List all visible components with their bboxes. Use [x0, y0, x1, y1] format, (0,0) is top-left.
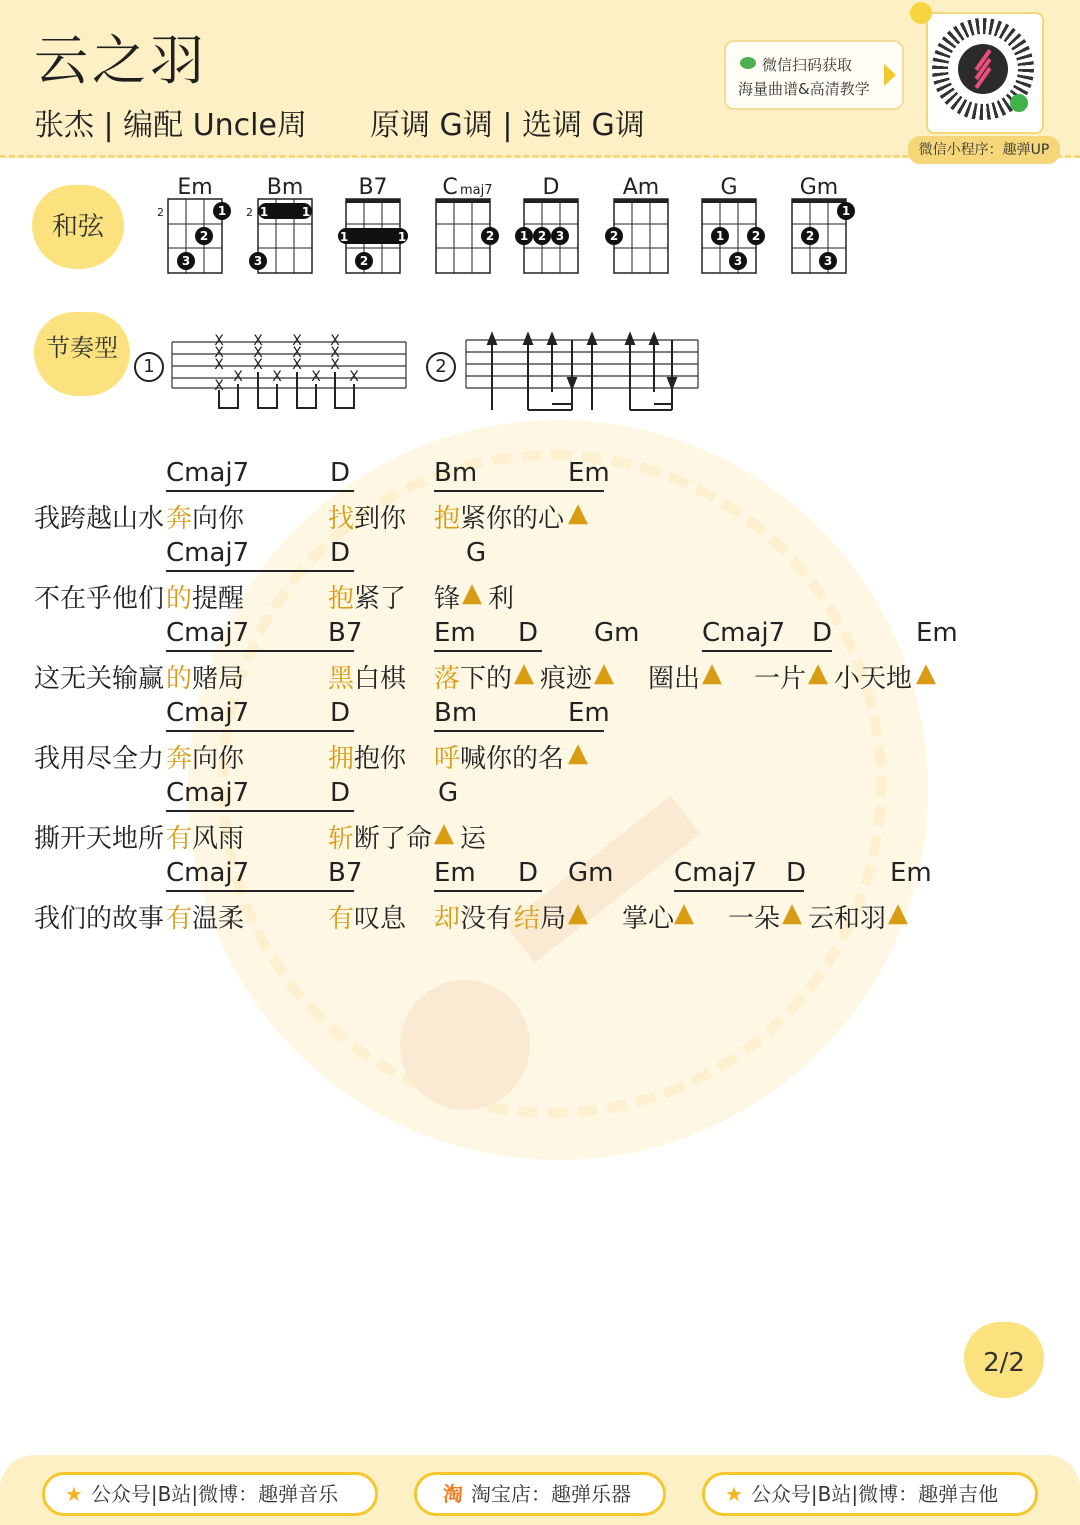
triangle-marker: ▲ [702, 658, 722, 688]
key-info: 原调 G调 | 选调 G调 [370, 108, 645, 143]
finger-number: 1 [841, 204, 851, 218]
chord-line [34, 458, 1044, 498]
chord-label: Bm [434, 698, 478, 728]
chord-cmaj7 [436, 175, 499, 273]
lyric-text: 一片 [754, 664, 807, 694]
lyric-highlight: 有 [166, 904, 193, 934]
chord-label: Cmaj7 [674, 858, 758, 888]
lyric-text: 我跨越山水 [34, 504, 165, 534]
svg-text:X: X [253, 357, 263, 373]
chord-bm [246, 175, 312, 273]
triangle-marker: ▲ [568, 738, 588, 768]
chord-d [515, 175, 578, 273]
chord-label: Em [890, 858, 932, 888]
chord-label: Em [434, 858, 476, 888]
svg-text:X: X [253, 345, 263, 361]
rhythm-2-marker: 2 [426, 352, 456, 382]
song-title: 云之羽 [34, 29, 208, 92]
chord-label: Em [434, 618, 476, 648]
lyrics-section [34, 458, 1044, 938]
chord-label: G [466, 538, 487, 568]
chord-am [605, 175, 668, 273]
chord-label: Cmaj7 [166, 458, 250, 488]
lyric-line [34, 578, 1044, 618]
wechat-icon [740, 57, 756, 69]
lyric-text: 运 [460, 824, 487, 854]
chord-underline [674, 890, 804, 892]
qr-logo-icon [958, 44, 1008, 94]
page-indicator: 2/2 [964, 1322, 1044, 1398]
lyric-text: 不在乎他们 [34, 584, 165, 614]
lyric-text: 断了命 [354, 824, 433, 854]
chord-label: Em [916, 618, 958, 648]
lyric-text: 风雨 [192, 824, 245, 854]
lyric-text: 我们的故事 [34, 904, 165, 934]
triangle-marker: ▲ [782, 898, 802, 928]
finger-number: 3 [181, 254, 191, 268]
watermark-ukulele-icon [400, 980, 530, 1110]
lyric-highlight: 却 [434, 904, 461, 934]
finger-number: 2 [609, 229, 619, 243]
svg-text:X: X [214, 357, 224, 373]
lyric-text: 向你 [192, 504, 245, 534]
finger-number: 2 [199, 229, 209, 243]
svg-text:X: X [292, 345, 302, 361]
lyric-text: 温柔 [192, 904, 245, 934]
finger-number: 3 [253, 254, 263, 268]
svg-text:X: X [330, 333, 340, 349]
arrow-right-icon [884, 64, 896, 86]
footer-social-guitar[interactable] [702, 1472, 1038, 1516]
lyric-line [34, 738, 1044, 778]
chord-underline [166, 650, 354, 652]
lyric-text: 这无关输赢 [34, 664, 165, 694]
finger-number: 2 [805, 229, 815, 243]
lyric-highlight: 拥 [328, 744, 355, 774]
chord-line [34, 698, 1044, 738]
triangle-marker: ▲ [434, 818, 454, 848]
lyric-highlight: 奔 [166, 504, 193, 534]
chord-underline [166, 890, 354, 892]
svg-text:X: X [233, 369, 243, 385]
svg-text:X: X [272, 369, 282, 385]
chord-label: D [330, 458, 351, 488]
lyric-text: 到你 [354, 504, 407, 534]
footer-text: 公众号|B站|微博：趣弹吉他 [750, 1482, 999, 1506]
lyric-line [34, 898, 1044, 938]
chord-name-sub: maj7 [460, 183, 493, 198]
finger-number: 1 [519, 229, 529, 243]
triangle-marker: ▲ [916, 658, 936, 688]
finger-number: 1 [397, 230, 407, 244]
triangle-marker: ▲ [674, 898, 694, 928]
chord-label: D [330, 778, 351, 808]
triangle-marker: ▲ [568, 898, 588, 928]
promo-line1: 微信扫码获取 [762, 56, 853, 74]
lyric-highlight: 的 [166, 584, 193, 614]
chord-label: D [812, 618, 833, 648]
lyric-highlight: 斩 [328, 824, 355, 854]
mini-program-icon [1010, 94, 1028, 112]
chord-line [34, 778, 1044, 818]
rhythm-pattern-1 [170, 330, 410, 412]
star-icon: ★ [65, 1482, 83, 1506]
lyric-highlight: 抱 [434, 504, 461, 534]
lyric-highlight: 落 [434, 664, 461, 694]
lyric-text: 紧了 [354, 584, 407, 614]
lyric-text: 掌心 [622, 904, 675, 934]
chord-label: Gm [594, 618, 640, 648]
finger-number: 3 [555, 229, 565, 243]
chord-label: Gm [568, 858, 614, 888]
lyric-text: 白棋 [354, 664, 407, 694]
svg-text:X: X [292, 333, 302, 349]
finger-number: 1 [301, 205, 311, 219]
chord-name: G [720, 175, 738, 200]
chord-label: D [330, 538, 351, 568]
chord-label: B7 [328, 858, 363, 888]
lyric-text: 一朵 [728, 904, 781, 934]
lyric-text: 云和羽 [808, 904, 887, 934]
chord-label: Cmaj7 [166, 778, 250, 808]
chord-underline [166, 730, 354, 732]
lyric-text: 小天地 [834, 664, 913, 694]
footer-social-music[interactable] [42, 1472, 378, 1516]
chord-name: Em [177, 175, 213, 200]
chord-label: G [438, 778, 459, 808]
start-fret: 2 [246, 206, 253, 219]
svg-text:X: X [330, 357, 340, 373]
chord-label: Cmaj7 [702, 618, 786, 648]
qr-caption: 微信小程序：趣弹UP [908, 136, 1060, 164]
triangle-marker: ▲ [568, 498, 588, 528]
chord-label: D [518, 618, 539, 648]
chord-gm [792, 175, 855, 273]
finger-number: 1 [259, 205, 269, 219]
lyric-text: 局 [540, 904, 567, 934]
chord-label: D [518, 858, 539, 888]
chord-g [702, 175, 765, 273]
finger-number: 1 [715, 229, 725, 243]
footer-taobao-store[interactable] [414, 1472, 666, 1516]
svg-text:X: X [311, 369, 321, 385]
lyric-highlight: 奔 [166, 744, 193, 774]
svg-text:X: X [292, 357, 302, 373]
lyric-text: 撕开天地所 [34, 824, 165, 854]
chord-line [34, 618, 1044, 658]
lyric-text: 紧你的心 [460, 504, 565, 534]
triangle-marker: ▲ [462, 578, 482, 608]
lyric-highlight: 有 [328, 904, 355, 934]
rhythm-badge: 节奏型 [34, 312, 130, 396]
lyric-line [34, 658, 1044, 698]
chord-label: Em [568, 458, 610, 488]
chord-underline [434, 650, 542, 652]
chord-underline [702, 650, 832, 652]
finger-number: 2 [359, 254, 369, 268]
finger-number: 2 [485, 229, 495, 243]
chord-label: Em [568, 698, 610, 728]
star-icon: ★ [725, 1482, 743, 1506]
lyric-text: 圈出 [648, 664, 701, 694]
promo-line2: 海量曲谱&高清教学 [738, 80, 870, 98]
lyric-highlight: 的 [166, 664, 193, 694]
lyric-text: 提醒 [192, 584, 245, 614]
svg-text:X: X [253, 333, 263, 349]
triangle-marker: ▲ [888, 898, 908, 928]
chord-line [34, 858, 1044, 898]
chord-em [157, 175, 231, 273]
triangle-marker: ▲ [594, 658, 614, 688]
triangle-marker: ▲ [808, 658, 828, 688]
lyric-text: 锋 [434, 584, 461, 614]
svg-text:X: X [214, 333, 224, 349]
lyric-text: 我用尽全力 [34, 744, 165, 774]
sun-icon [910, 2, 932, 24]
finger-number: 2 [751, 229, 761, 243]
rhythm-1-marker: 1 [134, 352, 164, 382]
svg-text:X: X [349, 369, 359, 385]
chord-name: B7 [358, 175, 388, 200]
svg-text:X: X [214, 378, 224, 394]
chord-underline [434, 490, 604, 492]
finger-number: 2 [537, 229, 547, 243]
lyric-line [34, 818, 1044, 858]
lyric-highlight: 黑 [328, 664, 355, 694]
chord-name: D [542, 175, 560, 200]
chord-label: D [786, 858, 807, 888]
taobao-icon: 淘 [443, 1482, 463, 1506]
chord-label: Cmaj7 [166, 858, 250, 888]
chord-label: Cmaj7 [166, 618, 250, 648]
finger-number: 3 [823, 254, 833, 268]
chord-label: Cmaj7 [166, 698, 250, 728]
chord-underline [434, 730, 604, 732]
start-fret: 2 [157, 206, 164, 219]
lyric-highlight: 有 [166, 824, 193, 854]
lyric-highlight: 呼 [434, 744, 461, 774]
wechat-promo[interactable] [724, 40, 904, 110]
footer-text: 公众号|B站|微博：趣弹音乐 [90, 1482, 339, 1506]
chord-name: Gm [799, 175, 839, 200]
lyric-text: 向你 [192, 744, 245, 774]
lyric-text: 叹息 [354, 904, 407, 934]
chord-label: B7 [328, 618, 363, 648]
svg-text:X: X [330, 345, 340, 361]
chord-underline [166, 570, 354, 572]
rhythm-pattern-2 [464, 326, 704, 412]
lyric-highlight: 抱 [328, 584, 355, 614]
chord-underline [166, 490, 354, 492]
lyric-text: 喊你的名 [460, 744, 565, 774]
chord-label: Cmaj7 [166, 538, 250, 568]
artist-arranger: 张杰 | 编配 Uncle周 [34, 108, 307, 143]
chord-line [34, 538, 1044, 578]
chords-badge: 和弦 [32, 185, 124, 269]
lyric-text: 痕迹 [540, 664, 593, 694]
chord-diagrams [150, 170, 870, 285]
lyric-highlight: 结 [514, 904, 541, 934]
lyric-text: 赌局 [192, 664, 245, 694]
finger-number: 1 [339, 230, 349, 244]
chord-b7 [338, 175, 408, 273]
footer-text: 淘宝店：趣弹乐器 [471, 1482, 631, 1506]
chord-name: C [442, 175, 458, 200]
lyric-highlight: 找 [328, 504, 355, 534]
chord-underline [166, 810, 354, 812]
chord-label: D [330, 698, 351, 728]
lyric-text: 没有 [460, 904, 513, 934]
chord-underline [434, 890, 542, 892]
chord-label: Bm [434, 458, 478, 488]
chord-name: Bm [266, 175, 304, 200]
lyric-text: 利 [488, 584, 515, 614]
chord-name: Am [622, 175, 660, 200]
lyric-line [34, 498, 1044, 538]
svg-text:X: X [214, 345, 224, 361]
triangle-marker: ▲ [514, 658, 534, 688]
finger-number: 1 [217, 204, 227, 218]
lyric-text: 下的 [460, 664, 513, 694]
finger-number: 3 [733, 254, 743, 268]
lyric-text: 抱你 [354, 744, 407, 774]
